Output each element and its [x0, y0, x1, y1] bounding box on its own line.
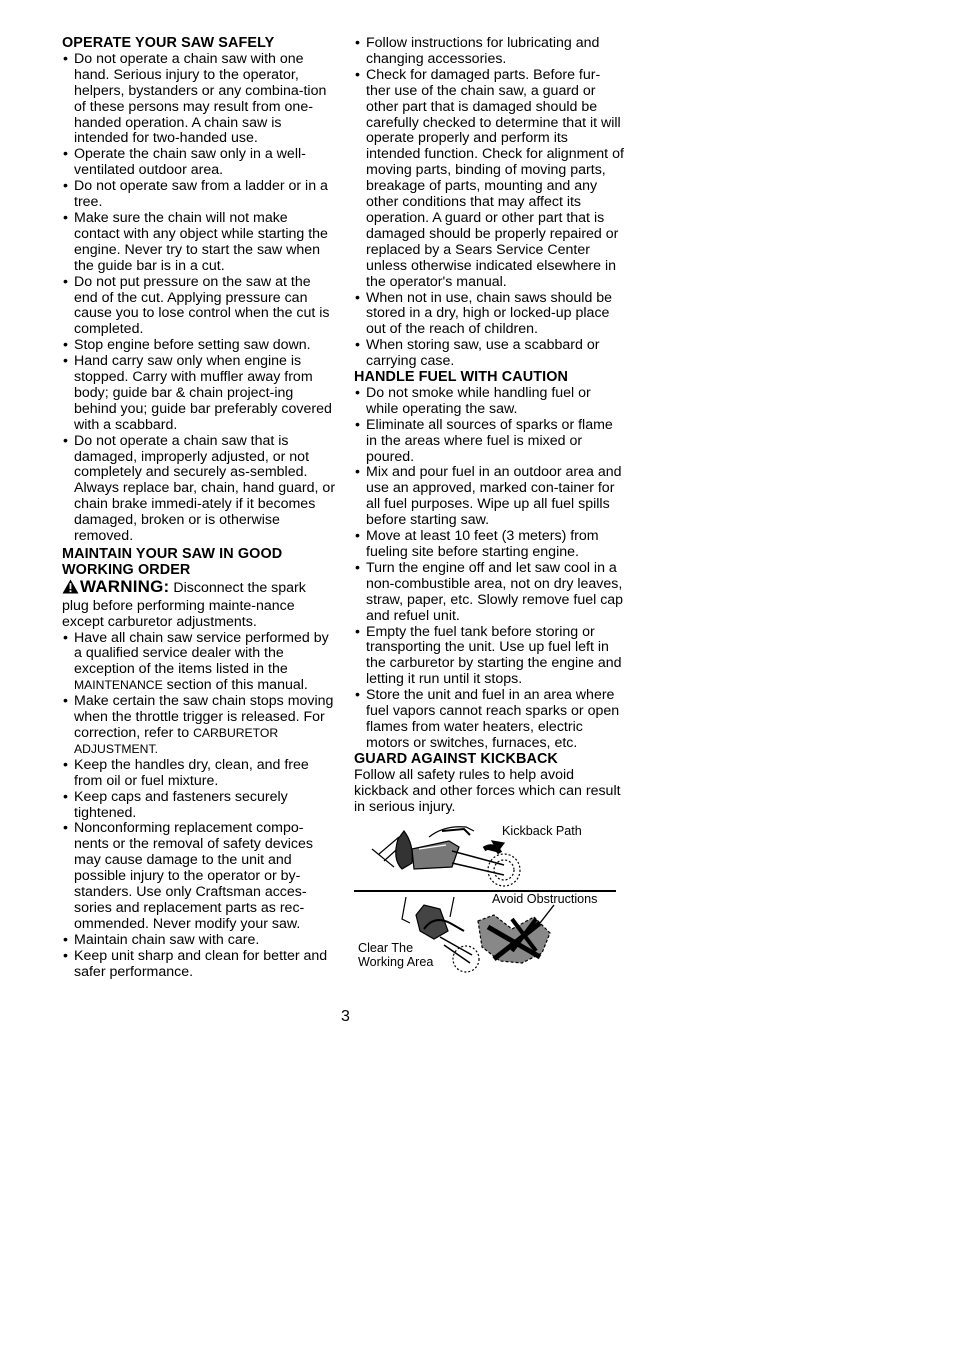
list-item: • Eliminate all sources of sparks or flame in the areas where fuel is mixed or poured. — [354, 418, 624, 466]
list-item-text: Have all chain saw service performed by a qualified service dealer with the exception of the items listed in the — [74, 629, 329, 678]
list-item: • Keep caps and fasteners securely tightened. — [62, 790, 336, 822]
list-item: • Follow instructions for lubricating and changing accessories. — [354, 36, 624, 68]
section-heading-operate-safely: OPERATE YOUR SAW SAFELY — [62, 35, 275, 51]
clear-area-label-line1: Clear The — [358, 941, 414, 956]
list-item: • Empty the fuel tank before storing or transporting the unit. Use up fuel left in the carburetor by starting the engine and letting it run until it stops. — [354, 625, 624, 689]
list-item: • Keep the handles dry, clean, and free from oil or fuel mixture. — [62, 758, 336, 790]
list-item: • Do not operate saw from a ladder or in a tree. — [62, 179, 336, 211]
kickback-illustration — [354, 819, 624, 979]
list-item: • When not in use, chain saws should be stored in a dry, high or locked-up place out of the reach of children. — [354, 291, 624, 339]
section-heading-fuel: HANDLE FUEL WITH CAUTION — [354, 369, 568, 386]
section-heading-kickback: GUARD AGAINST KICKBACK — [354, 750, 558, 767]
kickback-saw-drawing — [372, 827, 520, 886]
maintain-list — [62, 631, 336, 981]
list-item: • Stop engine before setting saw down. — [62, 338, 336, 354]
list-item: • Mix and pour fuel in an outdoor area and use an approved, marked con-tainer for all fuel purposes. Wipe up all fuel spills before starting saw. — [354, 465, 624, 529]
section-heading-maintain: MAINTAIN YOUR SAW IN GOOD WORKING ORDER — [62, 546, 283, 578]
list-item — [62, 631, 336, 695]
list-item: • Hand carry saw only when engine is stopped. Carry with muffler away from body; guide bar & chain project-ing behind you; guide bar preferably covered with a scabbard. — [62, 354, 336, 434]
right-column — [354, 36, 624, 979]
clear-area-label-line2: Working Area — [358, 955, 434, 970]
kickback-intro: Follow all safety rules to help avoid kickback and other forces which can result in serious injury. — [354, 766, 621, 815]
list-item: • Do not operate a chain saw with one hand. Serious injury to the operator, helpers, bystanders or any combina-tion of these persons may result from one-handed operation. A chain saw is intended for two-handed use. — [62, 52, 336, 147]
page-number: 3 — [341, 1008, 350, 1025]
list-item: • When storing saw, use a scabbard or carrying case. — [354, 338, 624, 370]
list-item — [62, 694, 336, 758]
left-column — [62, 36, 336, 980]
warning-triangle-icon — [62, 579, 79, 599]
list-item: • Nonconforming replacement compo-nents or the removal of safety devices may cause damage to the unit and possible injury to the operator or by-standers. Use only Craftsman acces-sories and replacement parts as rec-ommended. Never modify your saw. — [62, 821, 336, 932]
list-item-text: Make certain the saw chain stops moving when the throttle trigger is released. For correction, refer to — [74, 693, 334, 741]
list-item: • Check for damaged parts. Before fur-ther use of the chain saw, a guard or other part that is damaged should be carefully checked to determine that it will operate properly and perform its intended function. Check for alignment of moving parts, binding of moving parts, breakage of parts, mounting and any other conditions that may affect its operation. A guard or other part that is damaged should be properly repaired or replaced by a Sears Service Center unless otherwise indicated elsewhere in the operator's manual. — [354, 68, 624, 291]
list-item: • Do not put pressure on the saw at the end of the cut. Applying pressure can cause you to lose control when the cut is completed. — [62, 275, 336, 339]
list-item-text: section of this manual. — [166, 677, 308, 694]
fuel-list — [354, 386, 624, 752]
list-item: • Operate the chain saw only in a well-ventilated outdoor area. — [62, 147, 336, 179]
warning-label: WARNING: — [80, 576, 170, 596]
carburetor-adjustment-reference: CARBURETOR ADJUSTMENT. — [74, 725, 279, 756]
warning-text: Disconnect the spark plug before performing mainte-nance except carburetor adjustments. — [62, 579, 306, 630]
warning-paragraph — [62, 576, 336, 631]
list-item: • Store the unit and fuel in an area where fuel vapors cannot reach sparks or open flames from water heaters, electric motors or switches, furnaces, etc. — [354, 688, 624, 752]
maintenance-reference: MAINTENANCE — [74, 678, 163, 693]
list-item: • Do not smoke while handling fuel or while operating the saw. — [354, 386, 624, 418]
list-item: • Do not operate a chain saw that is damaged, improperly adjusted, or not completely and securely as-sembled. Always replace bar, chain, hand guard, or chain brake immedi-ately if it becomes damaged, broken or is otherwise removed. — [62, 434, 336, 545]
list-item: • Maintain chain saw with care. — [62, 933, 336, 949]
operate-safely-list — [62, 52, 336, 545]
kickback-path-label: Kickback Path — [502, 824, 582, 839]
list-item: • Make sure the chain will not make contact with any object while starting the engine. Never try to start the saw when the guide bar is in a cut. — [62, 211, 336, 275]
care-list — [354, 36, 624, 370]
list-item: • Keep unit sharp and clean for better and safer performance. — [62, 949, 336, 981]
list-item: • Move at least 10 feet (3 meters) from fueling site before starting engine. — [354, 529, 624, 561]
avoid-obstructions-label: Avoid Obstructions — [492, 892, 598, 907]
list-item: • Turn the engine off and let saw cool in a non-combustible area, not on dry leaves, straw, paper, etc. Slowly remove fuel cap and refuel unit. — [354, 561, 624, 625]
